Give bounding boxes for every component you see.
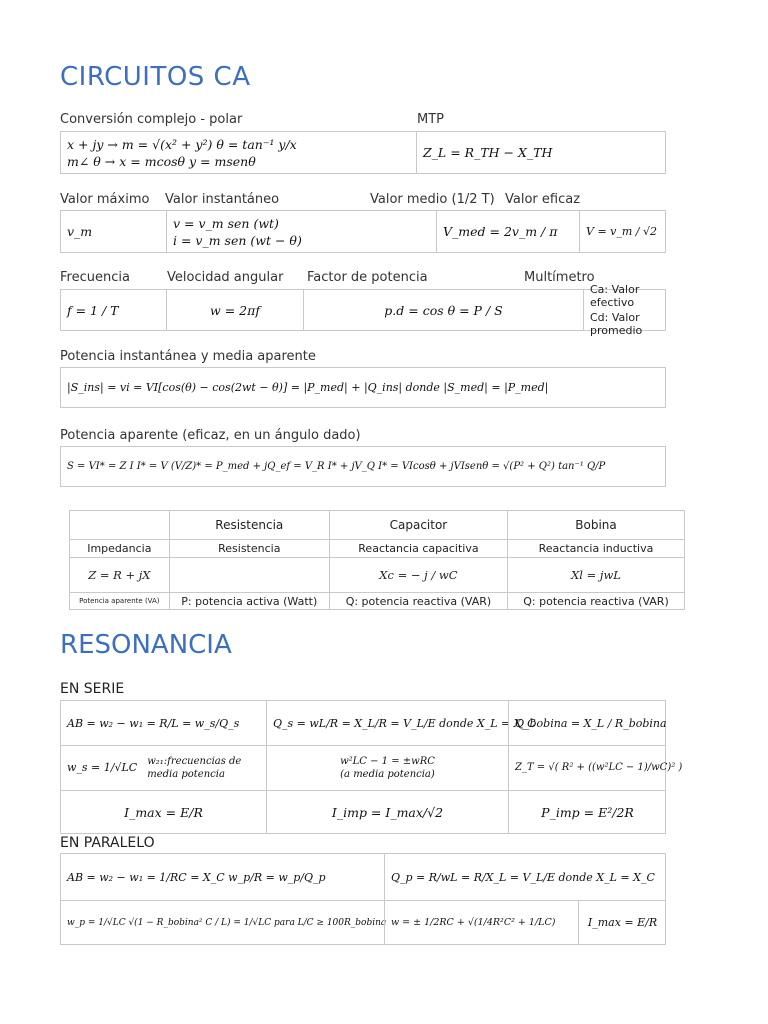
valor-eficaz-label: Valor eficaz (505, 192, 581, 207)
serie-ws-formula: w_s = 1/√LC (67, 761, 138, 774)
serie-w21-label-2: media potencia (147, 768, 225, 780)
table-cell: P: potencia activa (Watt) (169, 593, 329, 610)
conversion-formula-2: m∠ θ → x = mcosθ y = msenθ (67, 153, 256, 169)
serie-box (60, 700, 683, 834)
valor-max-label: Valor máximo (60, 192, 150, 207)
valor-medio-label: Valor medio (1/2 T) (370, 192, 495, 207)
velocidad-label: Velocidad angular (167, 270, 284, 285)
table-cell: Xc = − j / wC (329, 558, 507, 593)
vmed-formula: V_med = 2v_m / π (443, 224, 558, 239)
multimetro-label: Multímetro (524, 270, 595, 285)
table-cell: Impedancia (70, 540, 170, 558)
serie-iimp-formula: I_imp = I_max/√2 (331, 804, 444, 820)
paralelo-box (60, 853, 666, 945)
table-header-resistencia: Resistencia (169, 511, 329, 540)
table-cell: Q: potencia reactiva (VAR) (508, 593, 685, 610)
frecuencia-box (60, 283, 666, 337)
table-cell: Potencia aparente (VA) (70, 593, 170, 610)
conversion-label: Conversión complejo - polar (60, 112, 243, 127)
w-formula: w = 2πf (210, 302, 260, 318)
paralelo-imax-formula: I_max = E/R (587, 916, 658, 929)
table-cell (169, 558, 329, 593)
table-cell: Reactancia capacitiva (329, 540, 507, 558)
multimetro-cd: Cd: Valor promedio (590, 311, 643, 337)
potencia-ap-box (60, 446, 666, 487)
frecuencia-label: Frecuencia (60, 270, 130, 285)
paralelo-ab-formula: AB = w₂ − w₁ = 1/RC = X_C w_p/R = w_p/Q_p (67, 870, 326, 884)
table-header-capacitor: Capacitor (329, 511, 507, 540)
serie-mid-note: (a media potencia) (340, 768, 435, 780)
valor-inst-label: Valor instantáneo (165, 192, 280, 207)
paralelo-w-formula: w = ± 1/2RC + √(1/4R²C² + 1/LC) (391, 917, 556, 928)
serie-imax-formula: I_max = E/R (124, 804, 203, 820)
serie-w21-label: w₂₁:frecuencias de (147, 755, 242, 767)
inst-formula-1: v = v_m sen (wt) (173, 215, 279, 231)
table-header-bobina: Bobina (508, 511, 685, 540)
serie-pimp-formula: P_imp = E²/2R (541, 804, 634, 820)
mtp-formula: Z_L = R_TH − X_TH (423, 145, 553, 160)
potencia-ap-label: Potencia aparente (eficaz, en un ángulo dado) (60, 428, 361, 443)
potencia-inst-label: Potencia instantánea y media aparente (60, 349, 316, 364)
valores-box (60, 210, 666, 253)
table-cell: Resistencia (169, 540, 329, 558)
veff-formula: V = v_m / √2 (586, 225, 658, 238)
serie-title: EN SERIE (60, 681, 125, 697)
serie-qs-formula: Q_s = wL/R = X_L/R = V_L/E donde X_L = X_C (273, 716, 536, 730)
resonancia-title: RESONANCIA (60, 630, 232, 660)
factor-label: Factor de potencia (307, 270, 428, 285)
table-cell: Q: potencia reactiva (VAR) (329, 593, 507, 610)
multimetro-ca: Ca: Valor efectivo (590, 283, 640, 309)
potencia-ap-formula: S = VI* = Z I I* = V (V/Z)* = P_med + jQ_ef = V_R I* + jV_Q I* = VIcosθ + jVIsenθ = √(P² + Q²) tan⁻¹ Q/P (67, 461, 606, 472)
paralelo-wp-formula: w_p = 1/√LC √(1 − R_bobina² C / L) = 1/√LC para L/C ≥ 100R_bobina (67, 917, 387, 928)
paralelo-qp-formula: Q_p = R/wL = R/X_L = V_L/E donde X_L = X_C (391, 870, 655, 884)
conversion-box (60, 131, 666, 174)
inst-formula-2: i = v_m sen (wt − θ) (173, 232, 302, 248)
table-cell: Z = R + jX (70, 558, 170, 593)
paralelo-title: EN PARALELO (60, 835, 155, 851)
page-title: CIRCUITOS CA (60, 62, 251, 92)
serie-qbob-formula: Q_bobina = X_L / R_bobina (515, 716, 667, 730)
conversion-formula-1: x + jy → m = √(x² + y²) θ = tan⁻¹ y/x (67, 136, 297, 152)
mtp-label: MTP (417, 112, 444, 127)
table-cell: Reactancia inductiva (508, 540, 685, 558)
serie-zt-formula: Z_T = √( R² + ((w²LC − 1)/wC)² ) (515, 762, 683, 773)
pd-formula: p.d = cos θ = P / S (384, 302, 503, 318)
table-cell: Xl = jwL (508, 558, 685, 593)
serie-mid-formula: w²LC − 1 = ±wRC (340, 755, 435, 767)
vm-formula: v_m (67, 224, 93, 239)
impedance-table (69, 510, 685, 610)
serie-ab-formula: AB = w₂ − w₁ = R/L = w_s/Q_s (67, 716, 240, 730)
table-header-empty (70, 511, 170, 540)
potencia-inst-formula: |S_ins| = vi = VI[cos(θ) − cos(2wt − θ)] = |P_med| + |Q_ins| donde |S_med| = |P_med| (67, 381, 549, 394)
potencia-inst-box (60, 367, 666, 408)
freq-formula: f = 1 / T (67, 302, 119, 318)
